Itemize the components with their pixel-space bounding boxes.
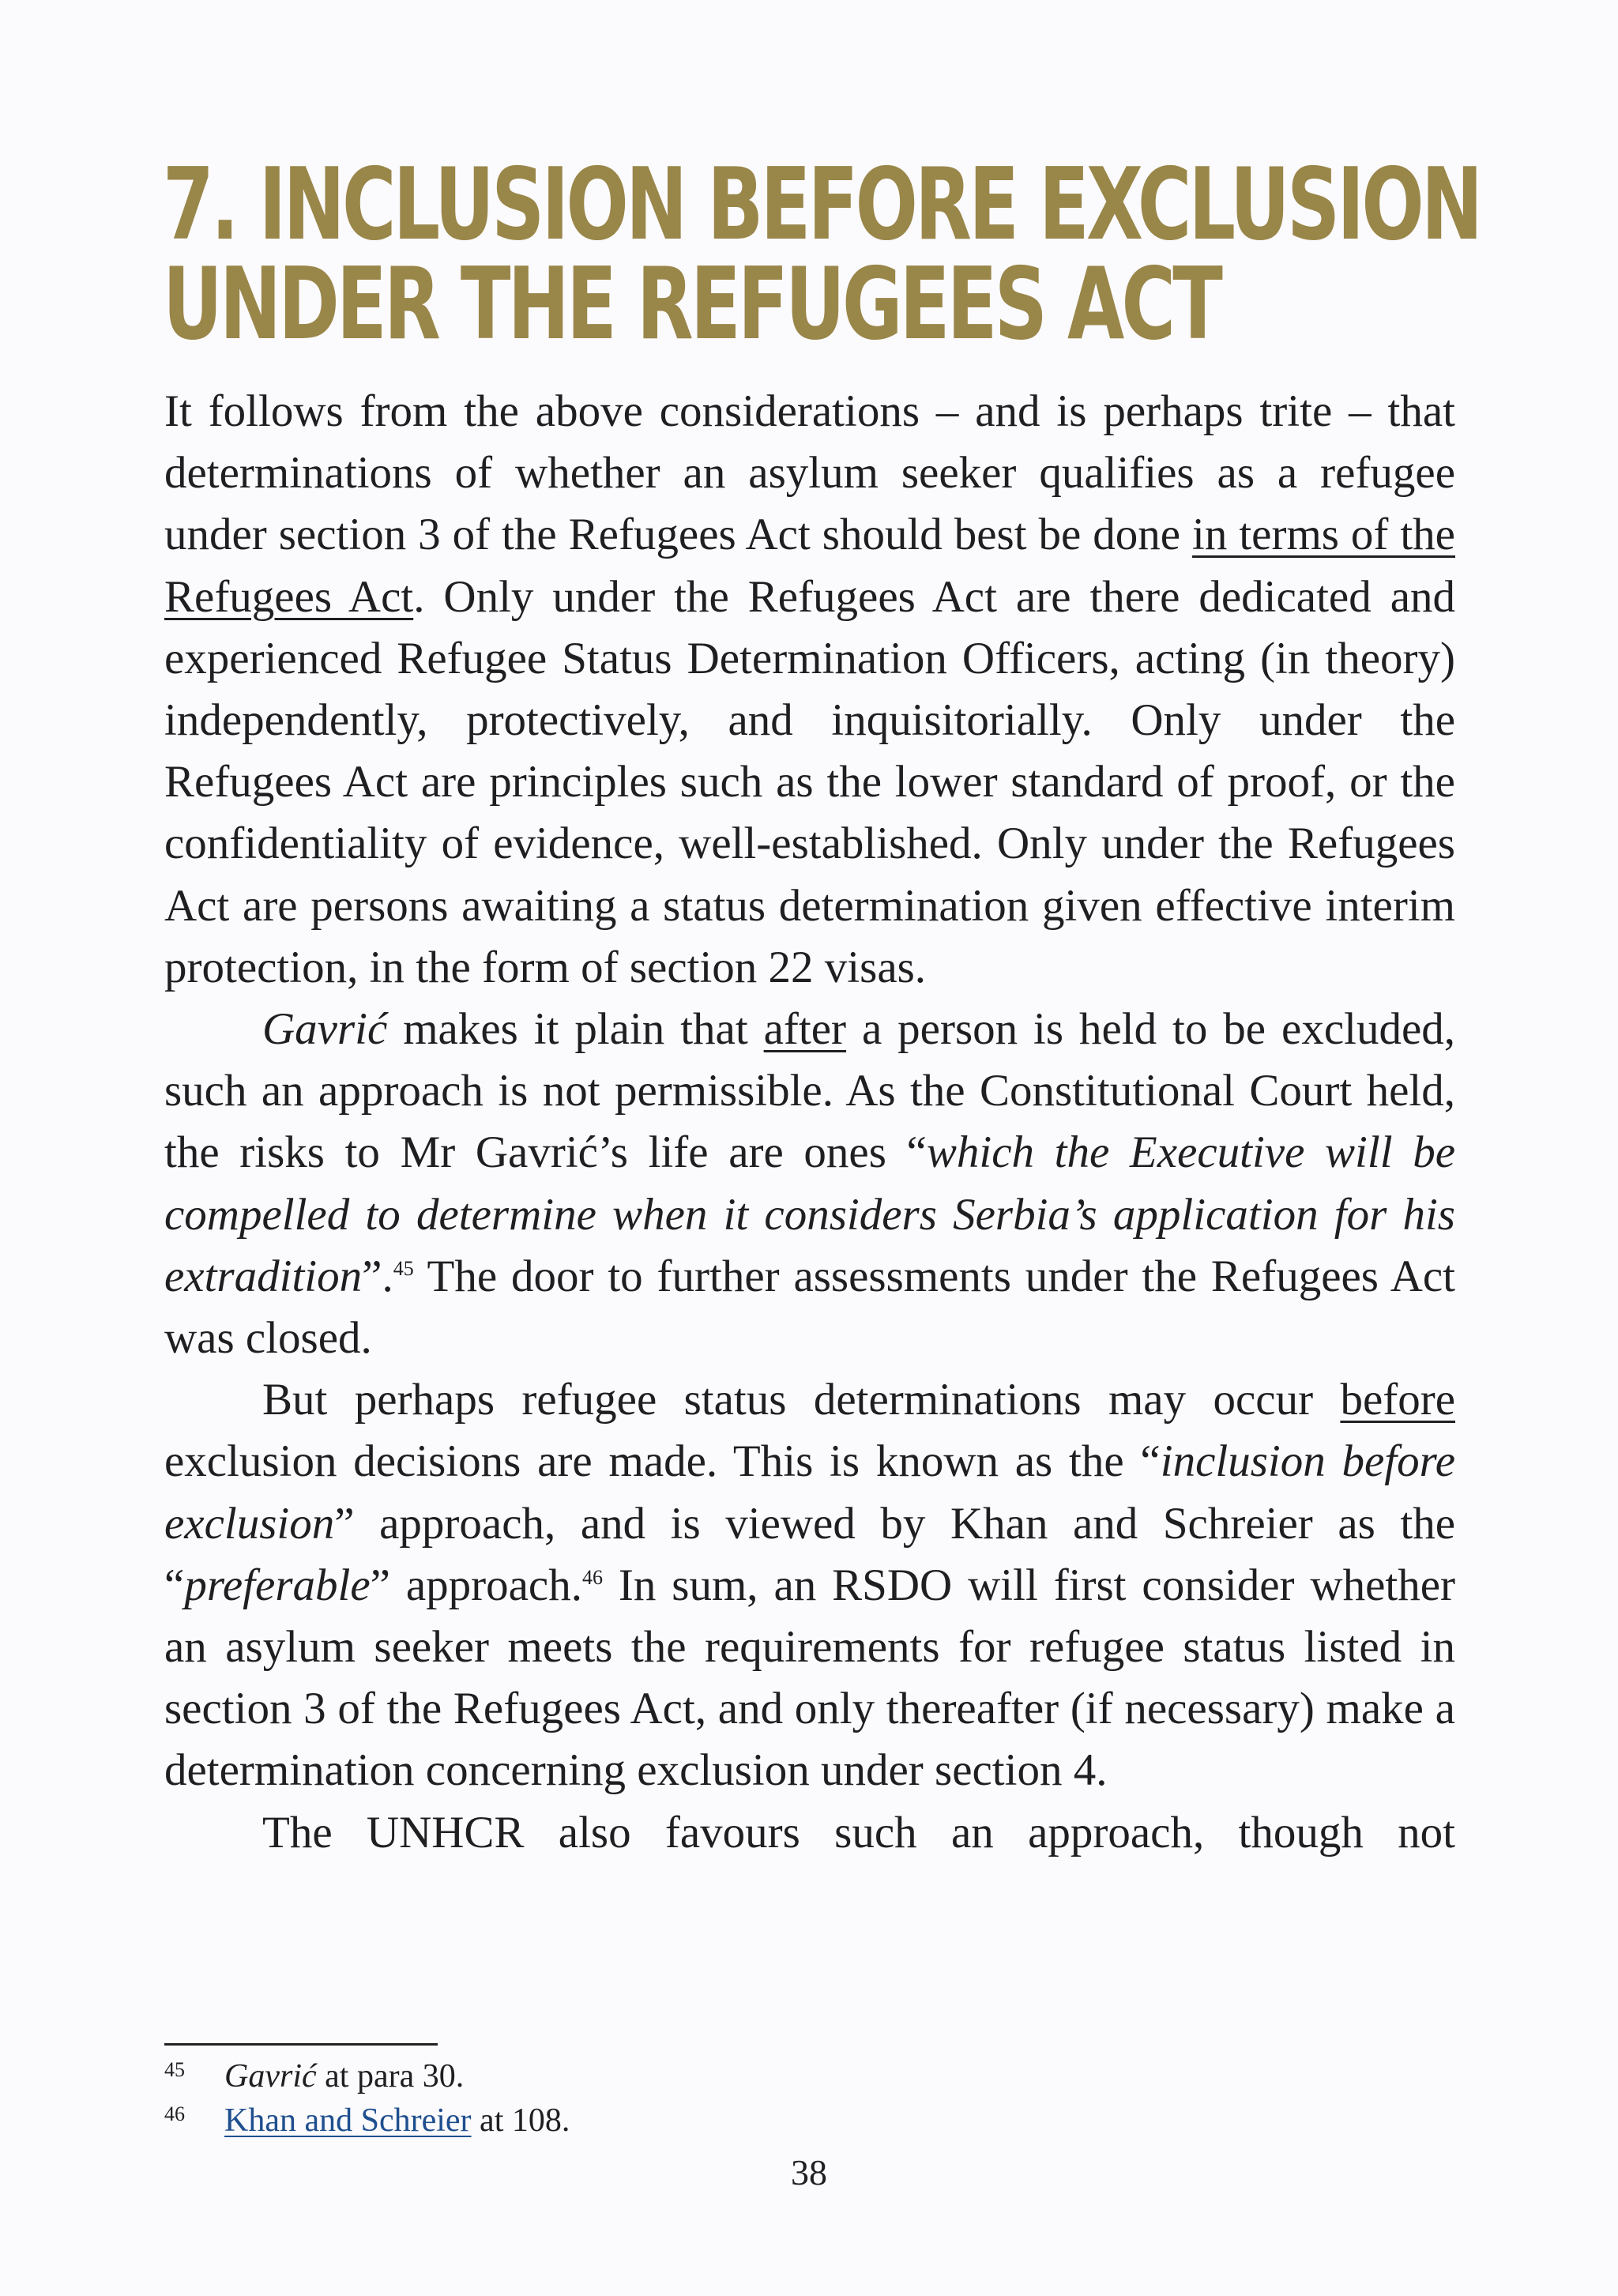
paragraph-3-text: But perhaps refugee status determinations may occur [262, 1375, 1341, 1425]
quoted-term: preferable [184, 1560, 371, 1610]
paragraph-3-text-end: In sum, an RSDO will first consider whether an asylum seeker meets the requirements for refugee status listed in section 3 of the Refugees Act, and only thereafter (if necessary) make a determination concerning exclusion under section 4. [164, 1560, 1455, 1796]
paragraph-2-text: makes it plain that [387, 1004, 764, 1055]
footnote-number: 45 [164, 2058, 185, 2081]
footnote-45 [164, 2054, 1455, 2098]
case-name: Gavrić [262, 1004, 388, 1055]
footnote-ref-46[interactable]: 46 [581, 1565, 603, 1589]
footnotes [164, 2054, 1455, 2143]
case-name: Gavrić [224, 2058, 317, 2095]
closing-quote: ”. [362, 1251, 393, 1301]
section-heading [163, 146, 1481, 362]
paragraph-4-text: The UNHCR also favours such an approach, though not [262, 1807, 1455, 1858]
paragraph-1-text: It follows from the above considerations – and is perhaps trite – that determinations of whether an asylum seeker qualifies as a refugee under section 3 of the Refugees Act should best be done [164, 386, 1455, 560]
footnote-link[interactable]: Khan and Schreier [224, 2102, 472, 2139]
footnote-text-rest: at 108. [471, 2102, 570, 2139]
section-heading-line-1: 7. INCLUSION BEFORE EXCLUSION [163, 146, 1481, 262]
underlined-word: before [1340, 1375, 1455, 1425]
paragraph-1-text-cont: . Only under the Refugees Act are there dedicated and experienced Refugee Status Determination Officers, acting (in theory) independently, protectively, and inquisitorially. Only under the Refugees Act are principles such as the lower standard of proof, or the confidentiality of evidence, well-established. Only under the Refugees Act are persons awaiting a status determination given effective interim protection, in the form of section 22 visas. [164, 571, 1455, 992]
underlined-word: after [763, 1004, 847, 1055]
paragraph-2-text-cont: a person is held to be excluded, such an approach is not permissible. As the Constitutional Court held, the risks to Mr Gavrić’s life are ones “ [164, 1004, 1456, 1178]
section-heading-line-2: UNDER THE REFUGEES ACT [163, 246, 1221, 362]
paragraph-3-text-cont: exclusion decisions are made. This is known as the “ [164, 1436, 1161, 1487]
paragraph-4 [164, 1802, 1455, 1864]
paragraph-2 [164, 999, 1455, 1369]
footnote-text [224, 2054, 464, 2098]
footnote-divider [164, 2043, 438, 2046]
footnote-number: 46 [164, 2102, 185, 2125]
quoted-term: inclusion before exclusion [164, 1436, 1456, 1549]
paragraph-2-text-end: The door to further assessments under the Refugees Act was closed. [164, 1251, 1455, 1364]
paragraph-3-text-mid2: ” approach. [370, 1560, 582, 1610]
footnote-text-rest: at para 30. [316, 2058, 465, 2095]
paragraph-1 [164, 381, 1455, 999]
footnote-text [224, 2098, 570, 2143]
quoted-passage: which the Executive will be compelled to determine when it considers Serbia’s application for his extradition [164, 1127, 1456, 1301]
underlined-phrase: in terms of the Refugees Act [164, 510, 1455, 622]
page-number: 38 [791, 2152, 827, 2192]
footnote-ref-45[interactable]: 45 [393, 1256, 414, 1280]
paragraph-3 [164, 1369, 1455, 1801]
paragraph-3-text-mid: ” approach, and is viewed by Khan and Schreier as the “ [164, 1498, 1455, 1610]
body-text [164, 381, 1455, 1864]
footnote-46 [164, 2098, 1455, 2143]
